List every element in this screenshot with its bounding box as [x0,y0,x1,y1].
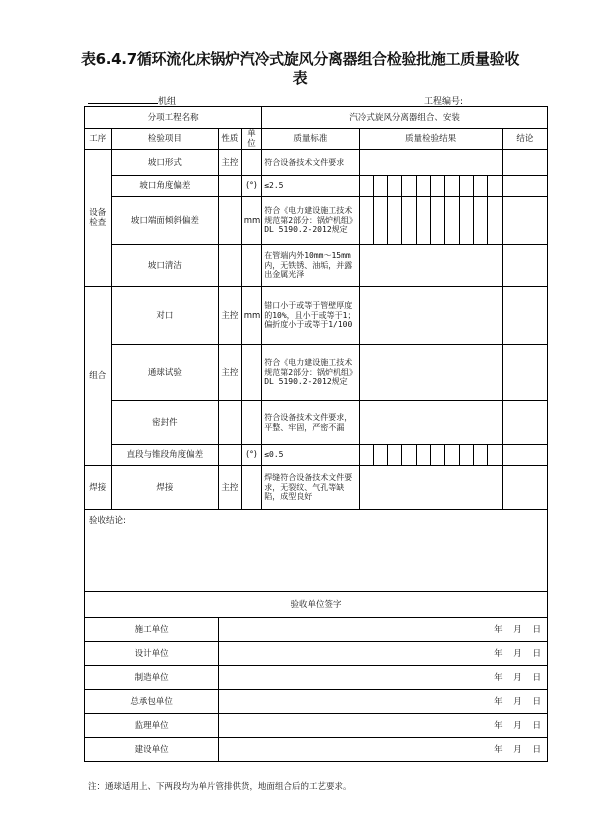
unit-cell [241,466,262,510]
result-cell[interactable] [388,197,402,245]
column-header-row [85,129,548,150]
table-row [85,150,548,176]
unit-cell [241,345,262,401]
standard-cell: 焊缝符合设备技术文件要求，无裂纹、气孔等缺陷，成型良好 [262,466,359,510]
unit-cell: mm [241,197,262,245]
standard-cell: 符合设备技术文件要求，平整、牢固，严密不漏 [262,401,359,445]
item-cell: 密封件 [111,401,219,445]
conclusion-cell[interactable] [502,466,547,510]
unit-cell: (°) [241,445,262,466]
conclusion-row [85,510,548,592]
result-cell[interactable] [431,176,445,197]
result-cell[interactable] [359,445,373,466]
conclusion-cell[interactable] [502,445,547,466]
nature-cell [219,445,242,466]
result-cell[interactable] [359,197,373,245]
col-standard: 质量标准 [262,129,359,150]
result-cell[interactable] [359,176,373,197]
title-line-1: 表6.4.7循环流化床锅炉汽冷式旋风分离器组合检验批施工质量验收 [80,50,520,68]
nature-cell: 主控 [219,345,242,401]
result-cell[interactable] [431,197,445,245]
result-cell[interactable] [402,445,416,466]
sign-unit: 建设单位 [85,738,219,762]
nature-cell [219,245,242,287]
result-cell[interactable] [359,345,502,401]
conclusion-cell[interactable] [502,176,547,197]
table-row [85,197,548,245]
sub-project-row [85,107,548,129]
table-row [85,445,548,466]
col-conclusion: 结论 [502,129,547,150]
result-cell[interactable] [459,197,473,245]
result-cell[interactable] [488,197,502,245]
result-cell[interactable] [416,176,430,197]
result-cell[interactable] [388,176,402,197]
nature-cell [219,401,242,445]
item-cell: 坡口端面倾斜偏差 [111,197,219,245]
sign-row [85,666,548,690]
sign-row [85,690,548,714]
sign-row [85,618,548,642]
result-cell[interactable] [431,445,445,466]
conclusion-cell[interactable] [502,197,547,245]
standard-cell: ≤2.5 [262,176,359,197]
sign-date[interactable]: 年 月 日 [219,666,548,690]
conclusion-cell[interactable] [502,401,547,445]
result-cell[interactable] [359,401,502,445]
item-cell: 坡口清洁 [111,245,219,287]
unit-cell [241,245,262,287]
sign-unit: 施工单位 [85,618,219,642]
inspection-table [84,106,548,762]
nature-cell: 主控 [219,150,242,176]
result-cell[interactable] [488,445,502,466]
sub-project-label: 分项工程名称 [85,107,262,129]
result-cell[interactable] [359,466,502,510]
result-cell[interactable] [445,197,459,245]
footnote: 注：通球适用上、下两段均为单片管排供货，地面组合后的工艺要求。 [88,782,352,792]
col-process: 工序 [85,129,112,150]
sign-date[interactable]: 年 月 日 [219,642,548,666]
item-cell: 焊接 [111,466,219,510]
conclusion-cell[interactable] [502,287,547,345]
sign-row [85,714,548,738]
sign-date[interactable]: 年 月 日 [219,738,548,762]
col-unit: 单位 [241,129,262,150]
result-cell[interactable] [488,176,502,197]
col-result: 质量检验结果 [359,129,502,150]
sub-project-value: 汽冷式旋风分离器组合、安装 [262,107,548,129]
result-cell[interactable] [359,150,502,176]
result-cell[interactable] [402,197,416,245]
table-row [85,401,548,445]
result-cell[interactable] [445,176,459,197]
unit-cell [241,150,262,176]
conclusion-cell[interactable] [502,245,547,287]
standard-cell: 在管端内外10mm～15mm内，无铁锈、油垢，并露出金属光泽 [262,245,359,287]
result-cell[interactable] [474,445,488,466]
nature-cell: 主控 [219,466,242,510]
table-row [85,245,548,287]
result-cell[interactable] [459,445,473,466]
table-row [85,345,548,401]
item-cell: 直段与锥段角度偏差 [111,445,219,466]
sign-date[interactable]: 年 月 日 [219,714,548,738]
conclusion-cell[interactable] [502,150,547,176]
sign-row [85,738,548,762]
signature-title-row [85,592,548,618]
table-row [85,287,548,345]
col-item: 检验项目 [111,129,219,150]
item-cell: 对口 [111,287,219,345]
nature-cell [219,197,242,245]
sign-row [85,642,548,666]
acceptance-conclusion[interactable] [85,510,548,592]
sign-date[interactable]: 年 月 日 [219,690,548,714]
project-no-label: 工程编号: [424,97,464,107]
sign-unit: 设计单位 [85,642,219,666]
unit-cell [241,401,262,445]
result-cell[interactable] [416,445,430,466]
table-row [85,176,548,197]
unit-label: 机组 [158,97,177,107]
result-cell[interactable] [445,445,459,466]
item-cell: 坡口形式 [111,150,219,176]
standard-cell: 符合《电力建设施工技术规范第2部分：锅炉机组》DL 5190.2-2012规定 [262,345,359,401]
result-cell[interactable] [402,176,416,197]
result-cell[interactable] [388,445,402,466]
result-cell[interactable] [373,197,387,245]
group-welding: 焊接 [85,466,112,510]
signature-title: 验收单位签字 [85,592,548,618]
standard-cell: 符合《电力建设施工技术规范第2部分：锅炉机组》DL 5190.2-2012规定 [262,197,359,245]
nature-cell: 主控 [219,287,242,345]
title-line-2: 表 [292,69,308,87]
result-cell[interactable] [474,176,488,197]
result-cell[interactable] [359,287,502,345]
nature-cell [219,176,242,197]
sign-unit: 制造单位 [85,666,219,690]
standard-cell: 错口小于或等于管壁厚度的10%，且小于或等于1；偏折度小于或等于1/100 [262,287,359,345]
item-cell: 通球试验 [111,345,219,401]
col-nature: 性质 [219,129,242,150]
conclusion-label: 验收结论: [89,516,126,526]
sign-unit: 总承包单位 [85,690,219,714]
standard-cell: 符合设备技术文件要求 [262,150,359,176]
document-title [60,50,540,88]
result-cell[interactable] [373,445,387,466]
sign-unit: 监理单位 [85,714,219,738]
group-equipment: 设备检查 [85,150,112,287]
unit-cell: (°) [241,176,262,197]
result-cell[interactable] [416,197,430,245]
sign-date[interactable]: 年 月 日 [219,618,548,642]
result-cell[interactable] [359,245,502,287]
table-row [85,466,548,510]
result-cell[interactable] [474,197,488,245]
conclusion-cell[interactable] [502,345,547,401]
result-cell[interactable] [459,176,473,197]
item-cell: 坡口角度偏差 [111,176,219,197]
standard-cell: ≤0.5 [262,445,359,466]
group-assembly: 组合 [85,287,112,466]
unit-cell: mm [241,287,262,345]
result-cell[interactable] [373,176,387,197]
